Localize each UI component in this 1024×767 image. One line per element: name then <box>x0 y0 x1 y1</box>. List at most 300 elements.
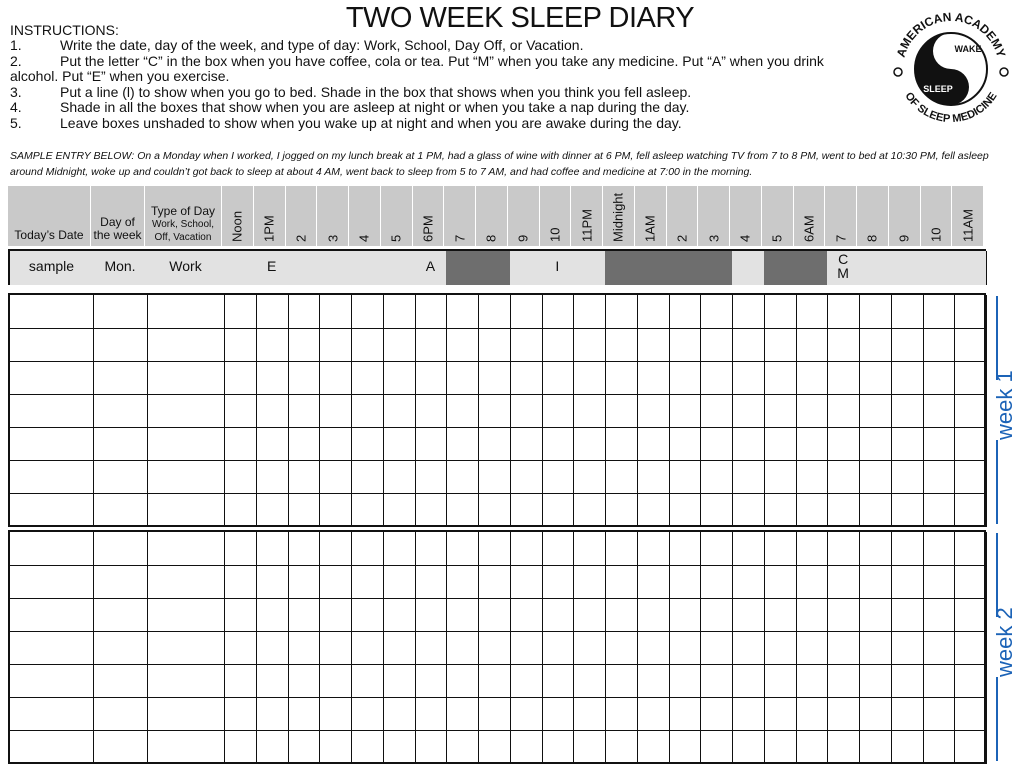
hour-cell[interactable] <box>827 295 860 329</box>
hour-cell[interactable] <box>351 697 384 731</box>
hour-cell[interactable] <box>256 295 289 329</box>
day-cell[interactable] <box>93 598 148 632</box>
day-cell[interactable] <box>93 493 148 527</box>
hour-cell[interactable] <box>796 361 829 395</box>
hour-cell[interactable] <box>923 361 956 395</box>
hour-cell[interactable] <box>796 598 829 632</box>
hour-cell[interactable] <box>415 598 448 632</box>
hour-cell[interactable] <box>605 565 638 599</box>
hour-cell[interactable] <box>669 427 702 461</box>
hour-cell[interactable] <box>732 295 765 329</box>
hour-cell[interactable] <box>542 460 575 494</box>
hour-cell[interactable] <box>923 460 956 494</box>
hour-cell[interactable] <box>700 565 733 599</box>
hour-cell[interactable] <box>923 565 956 599</box>
hour-cell[interactable] <box>383 493 416 527</box>
hour-cell[interactable] <box>891 460 924 494</box>
hour-cell[interactable] <box>859 295 892 329</box>
day-cell[interactable] <box>93 361 148 395</box>
hour-cell[interactable] <box>923 295 956 329</box>
hour-cell[interactable] <box>605 664 638 698</box>
hour-cell[interactable] <box>383 565 416 599</box>
hour-cell[interactable] <box>764 631 797 665</box>
hour-cell[interactable] <box>859 328 892 362</box>
hour-cell[interactable] <box>923 328 956 362</box>
hour-cell[interactable] <box>732 631 765 665</box>
hour-cell[interactable] <box>573 565 606 599</box>
hour-cell[interactable] <box>764 664 797 698</box>
hour-cell[interactable] <box>732 532 765 566</box>
hour-cell[interactable] <box>542 697 575 731</box>
hour-cell[interactable] <box>319 697 352 731</box>
hour-cell[interactable] <box>573 427 606 461</box>
hour-cell[interactable] <box>637 427 670 461</box>
hour-cell[interactable] <box>637 598 670 632</box>
hour-cell[interactable] <box>478 427 511 461</box>
date-cell[interactable] <box>10 427 94 461</box>
hour-cell[interactable] <box>351 328 384 362</box>
hour-cell[interactable] <box>859 532 892 566</box>
hour-cell[interactable] <box>796 532 829 566</box>
hour-cell[interactable] <box>827 598 860 632</box>
hour-cell[interactable] <box>224 460 257 494</box>
hour-cell[interactable] <box>319 328 352 362</box>
hour-cell[interactable] <box>224 697 257 731</box>
hour-cell[interactable] <box>510 730 543 764</box>
hour-cell[interactable] <box>319 427 352 461</box>
hour-cell[interactable] <box>478 664 511 698</box>
hour-cell[interactable] <box>510 493 543 527</box>
hour-cell[interactable] <box>637 361 670 395</box>
hour-cell[interactable] <box>256 394 289 428</box>
hour-cell[interactable] <box>288 328 321 362</box>
hour-cell[interactable] <box>700 361 733 395</box>
hour-cell[interactable] <box>288 493 321 527</box>
hour-cell[interactable] <box>605 631 638 665</box>
hour-cell[interactable] <box>954 460 987 494</box>
hour-cell[interactable] <box>510 697 543 731</box>
hour-cell[interactable] <box>732 328 765 362</box>
hour-cell[interactable] <box>446 394 479 428</box>
hour-cell[interactable] <box>732 493 765 527</box>
hour-cell[interactable] <box>446 493 479 527</box>
hour-cell[interactable] <box>796 427 829 461</box>
type-cell[interactable] <box>147 295 225 329</box>
hour-cell[interactable] <box>415 697 448 731</box>
hour-cell[interactable] <box>700 697 733 731</box>
hour-cell[interactable] <box>224 328 257 362</box>
hour-cell[interactable] <box>669 565 702 599</box>
type-cell[interactable] <box>147 532 225 566</box>
hour-cell[interactable] <box>478 493 511 527</box>
hour-cell[interactable] <box>510 427 543 461</box>
date-cell[interactable] <box>10 361 94 395</box>
hour-cell[interactable] <box>891 631 924 665</box>
hour-cell[interactable] <box>796 493 829 527</box>
hour-cell[interactable] <box>573 730 606 764</box>
hour-cell[interactable] <box>415 664 448 698</box>
hour-cell[interactable] <box>637 697 670 731</box>
hour-cell[interactable] <box>510 532 543 566</box>
hour-cell[interactable] <box>288 730 321 764</box>
hour-cell[interactable] <box>669 328 702 362</box>
hour-cell[interactable] <box>573 697 606 731</box>
hour-cell[interactable] <box>446 631 479 665</box>
hour-cell[interactable] <box>478 631 511 665</box>
hour-cell[interactable] <box>510 295 543 329</box>
hour-cell[interactable] <box>891 565 924 599</box>
hour-cell[interactable] <box>446 427 479 461</box>
hour-cell[interactable] <box>542 565 575 599</box>
hour-cell[interactable] <box>446 361 479 395</box>
hour-cell[interactable] <box>859 361 892 395</box>
hour-cell[interactable] <box>764 565 797 599</box>
date-cell[interactable] <box>10 493 94 527</box>
hour-cell[interactable] <box>954 427 987 461</box>
hour-cell[interactable] <box>732 664 765 698</box>
hour-cell[interactable] <box>478 598 511 632</box>
hour-cell[interactable] <box>764 730 797 764</box>
hour-cell[interactable] <box>923 631 956 665</box>
hour-cell[interactable] <box>573 493 606 527</box>
hour-cell[interactable] <box>954 631 987 665</box>
hour-cell[interactable] <box>224 394 257 428</box>
hour-cell[interactable] <box>700 328 733 362</box>
hour-cell[interactable] <box>542 295 575 329</box>
hour-cell[interactable] <box>383 730 416 764</box>
date-cell[interactable] <box>10 460 94 494</box>
hour-cell[interactable] <box>573 328 606 362</box>
hour-cell[interactable] <box>288 427 321 461</box>
hour-cell[interactable] <box>605 295 638 329</box>
hour-cell[interactable] <box>351 664 384 698</box>
hour-cell[interactable] <box>510 598 543 632</box>
hour-cell[interactable] <box>542 631 575 665</box>
hour-cell[interactable] <box>351 295 384 329</box>
hour-cell[interactable] <box>954 493 987 527</box>
hour-cell[interactable] <box>256 664 289 698</box>
hour-cell[interactable] <box>764 361 797 395</box>
hour-cell[interactable] <box>351 460 384 494</box>
hour-cell[interactable] <box>383 328 416 362</box>
hour-cell[interactable] <box>415 460 448 494</box>
hour-cell[interactable] <box>288 631 321 665</box>
hour-cell[interactable] <box>415 493 448 527</box>
hour-cell[interactable] <box>827 532 860 566</box>
hour-cell[interactable] <box>859 394 892 428</box>
hour-cell[interactable] <box>732 598 765 632</box>
hour-cell[interactable] <box>764 295 797 329</box>
hour-cell[interactable] <box>256 427 289 461</box>
hour-cell[interactable] <box>256 730 289 764</box>
hour-cell[interactable] <box>700 664 733 698</box>
hour-cell[interactable] <box>256 328 289 362</box>
hour-cell[interactable] <box>224 427 257 461</box>
hour-cell[interactable] <box>891 532 924 566</box>
date-cell[interactable] <box>10 295 94 329</box>
hour-cell[interactable] <box>351 493 384 527</box>
hour-cell[interactable] <box>224 493 257 527</box>
hour-cell[interactable] <box>891 664 924 698</box>
hour-cell[interactable] <box>319 394 352 428</box>
day-cell[interactable] <box>93 460 148 494</box>
hour-cell[interactable] <box>732 697 765 731</box>
hour-cell[interactable] <box>669 631 702 665</box>
hour-cell[interactable] <box>478 565 511 599</box>
hour-cell[interactable] <box>319 598 352 632</box>
hour-cell[interactable] <box>700 394 733 428</box>
hour-cell[interactable] <box>732 565 765 599</box>
hour-cell[interactable] <box>288 361 321 395</box>
hour-cell[interactable] <box>383 361 416 395</box>
hour-cell[interactable] <box>319 460 352 494</box>
date-cell[interactable] <box>10 631 94 665</box>
hour-cell[interactable] <box>764 598 797 632</box>
hour-cell[interactable] <box>256 532 289 566</box>
hour-cell[interactable] <box>288 394 321 428</box>
hour-cell[interactable] <box>383 598 416 632</box>
hour-cell[interactable] <box>923 493 956 527</box>
hour-cell[interactable] <box>351 361 384 395</box>
hour-cell[interactable] <box>796 328 829 362</box>
hour-cell[interactable] <box>224 565 257 599</box>
hour-cell[interactable] <box>764 394 797 428</box>
hour-cell[interactable] <box>446 598 479 632</box>
hour-cell[interactable] <box>319 565 352 599</box>
hour-cell[interactable] <box>573 598 606 632</box>
hour-cell[interactable] <box>827 427 860 461</box>
hour-cell[interactable] <box>669 394 702 428</box>
hour-cell[interactable] <box>383 295 416 329</box>
hour-cell[interactable] <box>383 664 416 698</box>
hour-cell[interactable] <box>256 565 289 599</box>
hour-cell[interactable] <box>764 697 797 731</box>
hour-cell[interactable] <box>605 697 638 731</box>
hour-cell[interactable] <box>446 565 479 599</box>
type-cell[interactable] <box>147 493 225 527</box>
hour-cell[interactable] <box>415 295 448 329</box>
day-cell[interactable] <box>93 565 148 599</box>
hour-cell[interactable] <box>669 361 702 395</box>
hour-cell[interactable] <box>573 394 606 428</box>
hour-cell[interactable] <box>224 295 257 329</box>
hour-cell[interactable] <box>700 730 733 764</box>
hour-cell[interactable] <box>923 532 956 566</box>
hour-cell[interactable] <box>827 394 860 428</box>
hour-cell[interactable] <box>954 730 987 764</box>
hour-cell[interactable] <box>764 532 797 566</box>
day-cell[interactable] <box>93 427 148 461</box>
hour-cell[interactable] <box>827 328 860 362</box>
hour-cell[interactable] <box>446 460 479 494</box>
date-cell[interactable] <box>10 394 94 428</box>
hour-cell[interactable] <box>764 460 797 494</box>
hour-cell[interactable] <box>700 631 733 665</box>
hour-cell[interactable] <box>732 427 765 461</box>
hour-cell[interactable] <box>669 697 702 731</box>
hour-cell[interactable] <box>351 394 384 428</box>
hour-cell[interactable] <box>637 631 670 665</box>
hour-cell[interactable] <box>510 361 543 395</box>
date-cell[interactable] <box>10 532 94 566</box>
date-cell[interactable] <box>10 697 94 731</box>
hour-cell[interactable] <box>700 427 733 461</box>
day-cell[interactable] <box>93 394 148 428</box>
hour-cell[interactable] <box>605 328 638 362</box>
hour-cell[interactable] <box>383 697 416 731</box>
hour-cell[interactable] <box>542 493 575 527</box>
hour-cell[interactable] <box>891 493 924 527</box>
day-cell[interactable] <box>93 328 148 362</box>
hour-cell[interactable] <box>478 328 511 362</box>
day-cell[interactable] <box>93 697 148 731</box>
hour-cell[interactable] <box>859 730 892 764</box>
hour-cell[interactable] <box>510 565 543 599</box>
hour-cell[interactable] <box>732 730 765 764</box>
type-cell[interactable] <box>147 427 225 461</box>
hour-cell[interactable] <box>637 328 670 362</box>
hour-cell[interactable] <box>637 730 670 764</box>
hour-cell[interactable] <box>923 427 956 461</box>
type-cell[interactable] <box>147 697 225 731</box>
hour-cell[interactable] <box>827 460 860 494</box>
hour-cell[interactable] <box>700 493 733 527</box>
hour-cell[interactable] <box>954 598 987 632</box>
hour-cell[interactable] <box>478 394 511 428</box>
date-cell[interactable] <box>10 664 94 698</box>
type-cell[interactable] <box>147 664 225 698</box>
hour-cell[interactable] <box>796 730 829 764</box>
hour-cell[interactable] <box>637 565 670 599</box>
hour-cell[interactable] <box>256 460 289 494</box>
hour-cell[interactable] <box>764 427 797 461</box>
hour-cell[interactable] <box>954 565 987 599</box>
hour-cell[interactable] <box>573 631 606 665</box>
hour-cell[interactable] <box>669 664 702 698</box>
hour-cell[interactable] <box>669 598 702 632</box>
hour-cell[interactable] <box>542 532 575 566</box>
hour-cell[interactable] <box>859 664 892 698</box>
hour-cell[interactable] <box>383 394 416 428</box>
hour-cell[interactable] <box>669 493 702 527</box>
type-cell[interactable] <box>147 598 225 632</box>
hour-cell[interactable] <box>573 361 606 395</box>
hour-cell[interactable] <box>288 532 321 566</box>
hour-cell[interactable] <box>256 697 289 731</box>
hour-cell[interactable] <box>478 460 511 494</box>
hour-cell[interactable] <box>288 664 321 698</box>
date-cell[interactable] <box>10 598 94 632</box>
hour-cell[interactable] <box>923 394 956 428</box>
hour-cell[interactable] <box>796 697 829 731</box>
hour-cell[interactable] <box>796 631 829 665</box>
hour-cell[interactable] <box>859 460 892 494</box>
hour-cell[interactable] <box>542 664 575 698</box>
hour-cell[interactable] <box>827 361 860 395</box>
hour-cell[interactable] <box>256 493 289 527</box>
hour-cell[interactable] <box>954 697 987 731</box>
hour-cell[interactable] <box>923 598 956 632</box>
hour-cell[interactable] <box>669 532 702 566</box>
hour-cell[interactable] <box>827 697 860 731</box>
day-cell[interactable] <box>93 664 148 698</box>
type-cell[interactable] <box>147 565 225 599</box>
hour-cell[interactable] <box>827 730 860 764</box>
hour-cell[interactable] <box>954 361 987 395</box>
hour-cell[interactable] <box>827 565 860 599</box>
hour-cell[interactable] <box>351 730 384 764</box>
hour-cell[interactable] <box>923 664 956 698</box>
hour-cell[interactable] <box>288 697 321 731</box>
hour-cell[interactable] <box>732 460 765 494</box>
hour-cell[interactable] <box>637 493 670 527</box>
hour-cell[interactable] <box>764 328 797 362</box>
hour-cell[interactable] <box>351 631 384 665</box>
hour-cell[interactable] <box>605 427 638 461</box>
hour-cell[interactable] <box>351 598 384 632</box>
date-cell[interactable] <box>10 328 94 362</box>
day-cell[interactable] <box>93 730 148 764</box>
hour-cell[interactable] <box>415 361 448 395</box>
hour-cell[interactable] <box>224 730 257 764</box>
hour-cell[interactable] <box>605 532 638 566</box>
day-cell[interactable] <box>93 532 148 566</box>
hour-cell[interactable] <box>288 598 321 632</box>
type-cell[interactable] <box>147 394 225 428</box>
hour-cell[interactable] <box>796 295 829 329</box>
hour-cell[interactable] <box>954 394 987 428</box>
hour-cell[interactable] <box>288 565 321 599</box>
hour-cell[interactable] <box>923 730 956 764</box>
hour-cell[interactable] <box>478 361 511 395</box>
hour-cell[interactable] <box>383 532 416 566</box>
hour-cell[interactable] <box>859 427 892 461</box>
hour-cell[interactable] <box>510 328 543 362</box>
hour-cell[interactable] <box>288 460 321 494</box>
hour-cell[interactable] <box>542 394 575 428</box>
hour-cell[interactable] <box>319 664 352 698</box>
hour-cell[interactable] <box>510 631 543 665</box>
hour-cell[interactable] <box>319 295 352 329</box>
type-cell[interactable] <box>147 361 225 395</box>
hour-cell[interactable] <box>859 631 892 665</box>
hour-cell[interactable] <box>542 328 575 362</box>
hour-cell[interactable] <box>637 664 670 698</box>
hour-cell[interactable] <box>415 427 448 461</box>
hour-cell[interactable] <box>827 493 860 527</box>
hour-cell[interactable] <box>859 598 892 632</box>
hour-cell[interactable] <box>224 664 257 698</box>
hour-cell[interactable] <box>700 532 733 566</box>
hour-cell[interactable] <box>796 460 829 494</box>
hour-cell[interactable] <box>224 598 257 632</box>
hour-cell[interactable] <box>891 598 924 632</box>
type-cell[interactable] <box>147 460 225 494</box>
hour-cell[interactable] <box>637 532 670 566</box>
hour-cell[interactable] <box>605 394 638 428</box>
hour-cell[interactable] <box>446 730 479 764</box>
hour-cell[interactable] <box>637 394 670 428</box>
hour-cell[interactable] <box>319 730 352 764</box>
hour-cell[interactable] <box>478 532 511 566</box>
hour-cell[interactable] <box>542 730 575 764</box>
hour-cell[interactable] <box>669 460 702 494</box>
hour-cell[interactable] <box>573 295 606 329</box>
date-cell[interactable] <box>10 730 94 764</box>
hour-cell[interactable] <box>415 394 448 428</box>
hour-cell[interactable] <box>288 295 321 329</box>
hour-cell[interactable] <box>891 295 924 329</box>
